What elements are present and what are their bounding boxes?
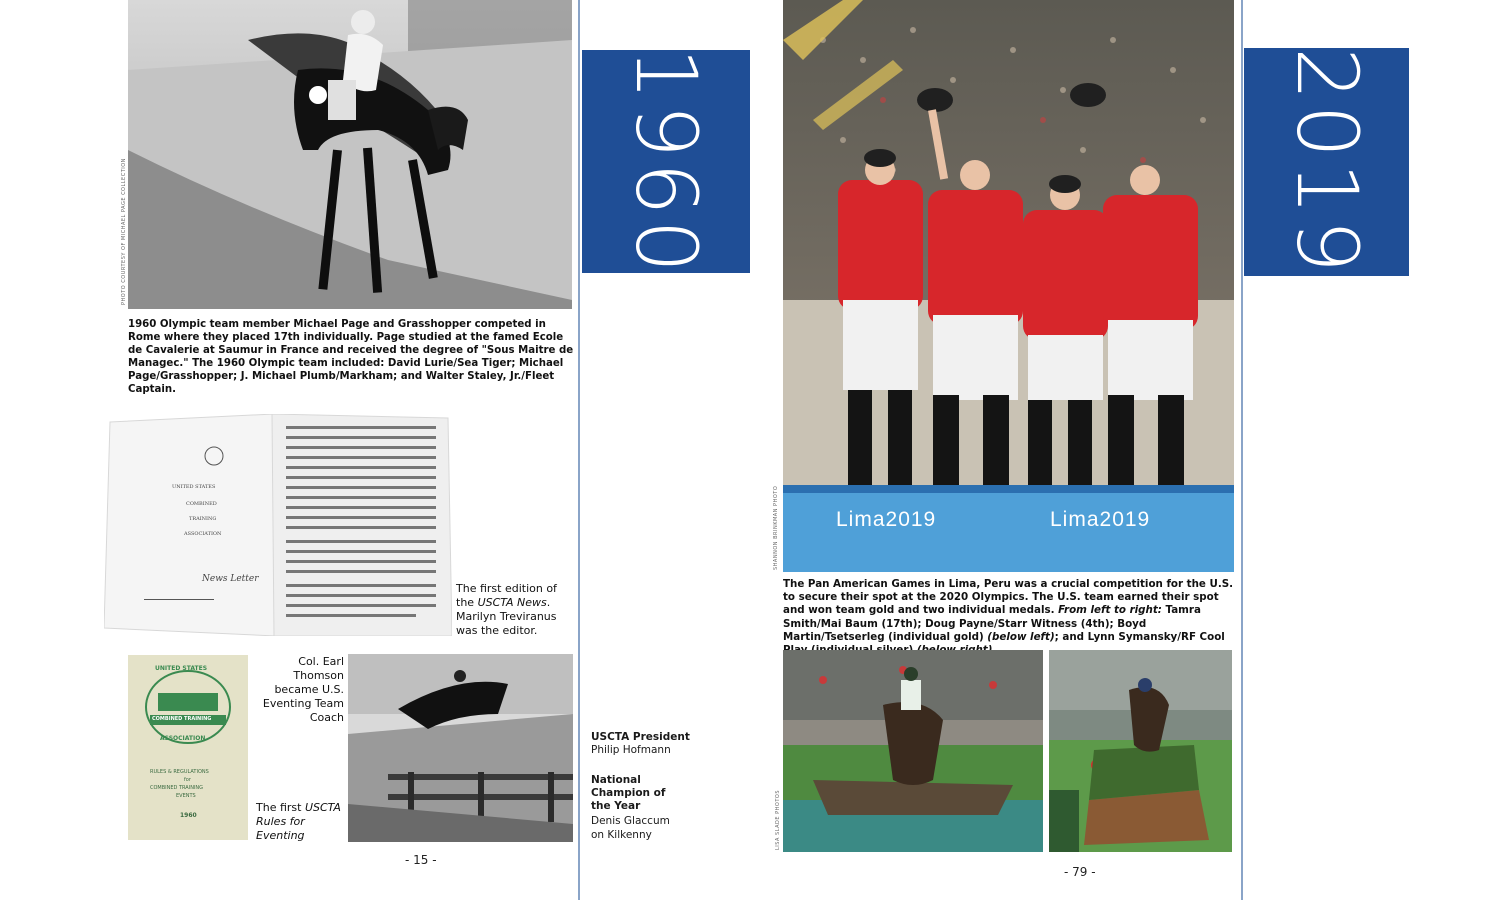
newsletter-line-2: COMBINED [186, 501, 217, 507]
bottom-photo-credit: LISA SLADE PHOTOS [775, 789, 781, 850]
rules-caption: The first USCTA Rules for Eventing [256, 801, 341, 842]
champion-name-2: on Kilkenny [591, 829, 652, 841]
horse-jumping-fence-photo [348, 654, 573, 842]
newsletter-document-image [104, 414, 452, 636]
year-block-1960 [582, 46, 750, 277]
champion-name-1: Denis Glaccum [591, 815, 670, 827]
michael-page-grasshopper-photo [128, 0, 572, 309]
year-2019: 2019 [1277, 47, 1376, 277]
page-number-79: - 79 - [1064, 865, 1096, 879]
rules-line-1: RULES & REGULATIONS [150, 769, 209, 775]
photo-credit-2019: SHANNON BRINKMAN PHOTO [773, 485, 779, 570]
coach-caption: Col. Earl Thomson became U.S. Eventing Team Coach [262, 655, 344, 724]
newsletter-line-3: TRAINING [189, 516, 217, 522]
podium-lima-text-1: Lima2019 [836, 508, 937, 531]
newsletter-line-4: ASSOCIATION [184, 531, 222, 537]
rules-line-4: EVENTS [176, 793, 196, 799]
pan-am-podium-photo [783, 0, 1234, 572]
rules-arc-top: UNITED STATES [155, 665, 208, 672]
year-block-2019 [1244, 48, 1409, 276]
rules-line-2: for [184, 777, 191, 783]
rules-banner: COMBINED TRAINING [152, 716, 212, 722]
photo-credit-1960: PHOTO COURTESY OF MICHAEL PAGE COLLECTION [121, 158, 127, 305]
main-caption-1960: 1960 Olympic team member Michael Page and Grasshopper competed in Rome where they placed 17th individually. Page studied at the famed Ecole de Cavalerie at Saumur in France and received the degree of "Sous Maitre de Managec." The 1960 Olympic team included: David Lurie/Sea Tiger; Michael Page/Grasshopper; J. Michael Plumb/Markham; and Walter Staley, Jr./Fleet Captain. [128, 319, 574, 395]
rules-line-3: COMBINED TRAINING [150, 785, 204, 791]
podium-lima-text-2: Lima2019 [1050, 508, 1151, 531]
champion-label: National Champion of the Year [591, 774, 666, 812]
newsletter-line-1: UNITED STATES [172, 484, 216, 490]
page-number-15: - 15 - [405, 853, 437, 867]
boyd-martin-water-jump-photo [783, 650, 1043, 852]
page-divider-right [1241, 0, 1243, 900]
newsletter-caption: The first edition of the USCTA News. Marilyn Treviranus was the editor. [456, 582, 557, 637]
rules-year: 1960 [180, 812, 197, 819]
year-1960: 1960 [617, 46, 715, 277]
main-caption-2019: The Pan American Games in Lima, Peru was a crucial competition for the U.S. to secure their spot at the 2020 Olympics. The U.S. team earned their spot and won team gold and two individual medals. From left to right: Tamra Smith/Mai Baum (17th); Doug Payne/Starr Witness (4th); Boyd Martin/Tsetserleg (individual gold) (below left); and Lynn Symansky/RF Cool [783, 578, 1234, 643]
president-name: Philip Hofmann [591, 744, 671, 756]
lynn-symansky-log-jump-photo [1049, 650, 1232, 852]
newsletter-footer: News Letter [202, 574, 259, 584]
page-divider-left [578, 0, 580, 900]
rules-arc-bottom: ASSOCIATION [160, 735, 206, 742]
president-label: USCTA President [591, 731, 690, 743]
